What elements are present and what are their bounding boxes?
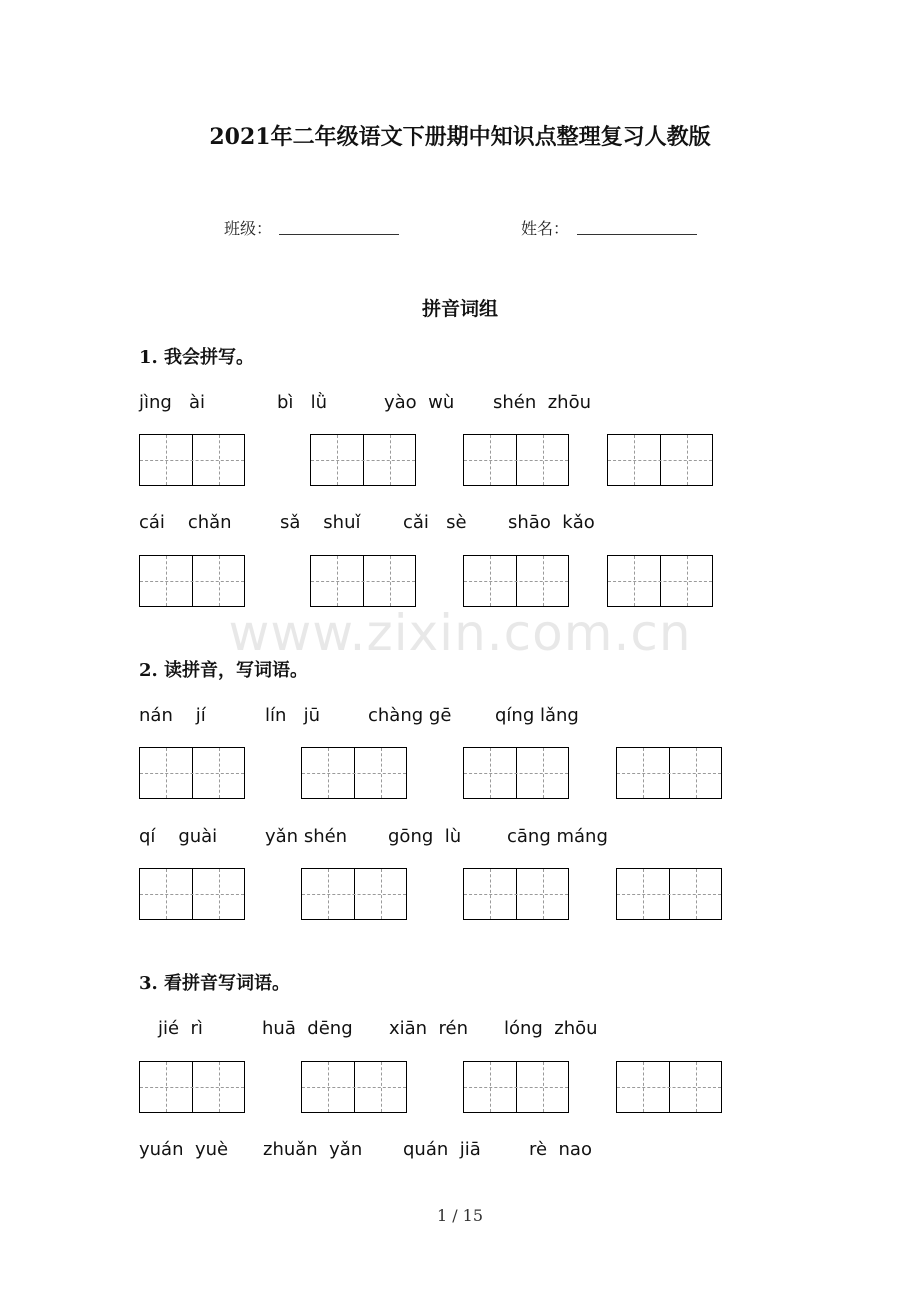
class-label: 班级： [224, 219, 273, 238]
writing-box[interactable] [139, 1061, 245, 1113]
pinyin-item: qíng lǎng [495, 705, 579, 726]
pinyin-item: bì lǜ [277, 392, 328, 413]
writing-box[interactable] [616, 747, 722, 799]
watermark: www.zixin.com.cn [228, 604, 692, 662]
class-blank-line [279, 234, 399, 235]
writing-box[interactable] [301, 1061, 407, 1113]
pinyin-item: shāo kǎo [508, 512, 595, 533]
pinyin-item: rè nao [529, 1139, 592, 1160]
pinyin-item: quán jiā [403, 1139, 481, 1160]
writing-box[interactable] [463, 747, 569, 799]
pinyin-item: cái chǎn [139, 512, 232, 533]
pinyin-item: cāng máng [507, 826, 608, 847]
pinyin-item: jié rì [158, 1018, 203, 1039]
writing-box[interactable] [607, 555, 713, 607]
writing-box[interactable] [310, 555, 416, 607]
question-1-heading: 1. 我会拼写。 [139, 347, 255, 368]
pinyin-item: yǎn shén [265, 826, 348, 847]
writing-box[interactable] [463, 555, 569, 607]
writing-box[interactable] [139, 747, 245, 799]
section-title: 拼音词组 [421, 298, 498, 320]
pinyin-item: jìng ài [139, 392, 206, 413]
pinyin-item: chàng gē [368, 705, 452, 726]
question-3-heading: 3. 看拼音写词语。 [139, 973, 291, 994]
writing-box[interactable] [139, 555, 245, 607]
question-2-heading: 2. 读拼音，写词语。 [139, 660, 309, 681]
page-number: 1 / 15 [436, 1206, 484, 1225]
writing-box[interactable] [301, 868, 407, 920]
writing-box[interactable] [463, 1061, 569, 1113]
writing-box[interactable] [616, 868, 722, 920]
pinyin-item: gōng lù [388, 826, 462, 847]
writing-box[interactable] [463, 868, 569, 920]
page-title: 2021年二年级语文下册期中知识点整理复习人教版 [209, 124, 711, 150]
writing-box[interactable] [310, 434, 416, 486]
writing-box[interactable] [139, 434, 245, 486]
pinyin-item: lín jū [265, 705, 320, 726]
name-label: 姓名： [521, 219, 570, 238]
pinyin-item: huā dēng [262, 1018, 353, 1039]
writing-box[interactable] [301, 747, 407, 799]
pinyin-item: shén zhōu [493, 392, 591, 413]
pinyin-item: cǎi sè [403, 512, 467, 533]
pinyin-item: yào wù [384, 392, 455, 413]
pinyin-item: zhuǎn yǎn [263, 1139, 363, 1160]
pinyin-item: lóng zhōu [504, 1018, 598, 1039]
writing-box[interactable] [463, 434, 569, 486]
writing-box[interactable] [616, 1061, 722, 1113]
writing-box[interactable] [607, 434, 713, 486]
name-blank-line [577, 234, 697, 235]
pinyin-item: yuán yuè [139, 1139, 229, 1160]
pinyin-item: sǎ shuǐ [280, 512, 361, 533]
writing-box[interactable] [139, 868, 245, 920]
pinyin-item: xiān rén [389, 1018, 469, 1039]
pinyin-item: qí guài [139, 826, 218, 847]
pinyin-item: nán jí [139, 705, 206, 726]
